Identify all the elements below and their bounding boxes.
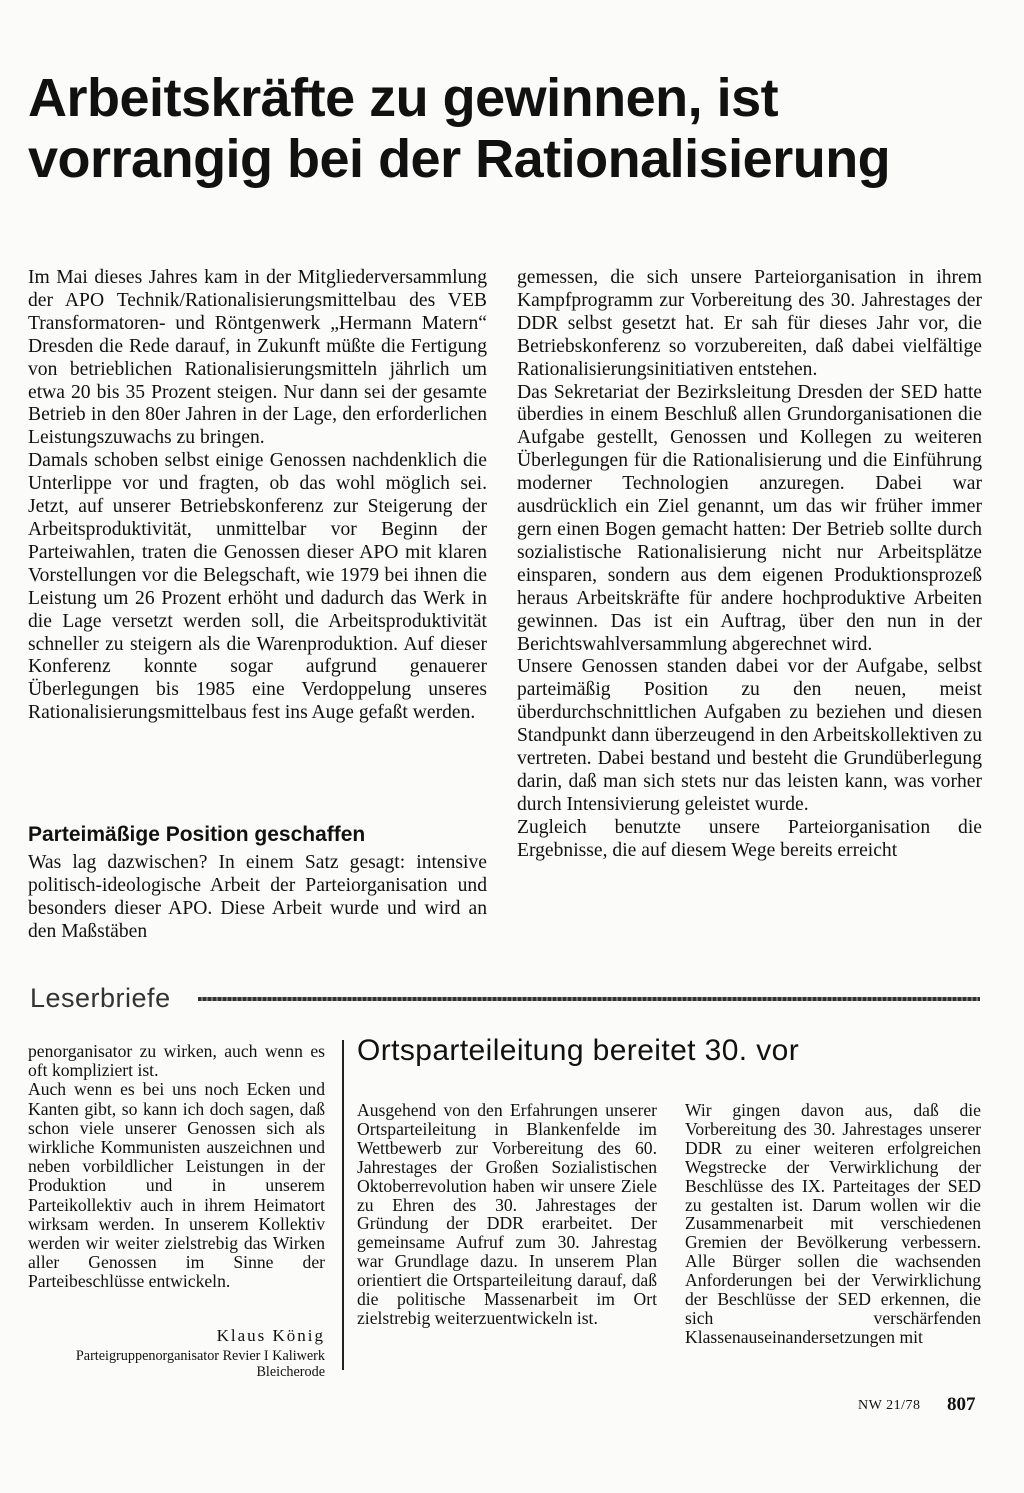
article-headline: Arbeitskräfte zu gewinnen, ist vorrangig bei der Rationalisierung	[28, 68, 891, 189]
article-column-2	[517, 267, 982, 863]
issue-label: NW 21/78	[858, 1398, 921, 1413]
article-paragraph: Das Sekretariat der Bezirksleitung Dresden der SED hatte überdies in einem Beschluß allen Grundorganisationen die Aufgabe gestellt, Genossen und Kollegen zu weiteren Überlegungen für die Rationalisierung und die Einführung moderner Technologien anzuregen. Dabei war ausdrücklich ein Ziel genannt, um das wir früher immer gern einen Bogen gemacht hatten: Der Betrieb sollte durch sozialistische Rationalisierung nicht nur Arbeitsplätze einsparen, sondern aus dem eigenen Produktionsprozeß heraus Arbeitskräfte für andere hochproduktive Arbeiten gewinnen. Das ist ein Auftrag, über den nun in der Berichtswahlversammlung abgerechnet wird.	[517, 381, 982, 655]
letter-paragraph: Auch wenn es bei uns noch Ecken und Kanten gibt, so kann ich doch sagen, daß schon viele unserer Genossen sich als wirkliche Kommunisten auszeichnen und neben vorbildlicher Leistungen in der Produktion und in unserem Parteikollektiv auch in ihrem Heimatort wirksam werden. In unserem Kollektiv werden wir weiter zielstrebig das Wirken aller Genossen im Sinne der Parteibeschlüsse entwickeln.	[28, 1079, 325, 1292]
letter-paragraph: penorganisator zu wirken, auch wenn es oft kompliziert ist.	[28, 1041, 325, 1081]
letter-signature-role: Parteigruppenorganisator Revier I Kaliwerk Bleicherode	[75, 1348, 325, 1380]
article-column-1	[28, 267, 487, 725]
article-column-1-continued	[28, 852, 487, 944]
article-paragraph: Unsere Genossen standen dabei vor der Aufgabe, selbst parteimäßig Position zu den neuen, meist überdurchschnittlichen Aufgaben zu beziehen und diesen Standpunkt dann überzeugend in den Arbeitskollektiven zu vertreten. Dabei bestand und besteht die Grundüberlegung darin, daß man sich stets nur das leisten kann, was vorher durch Intensivierung geleistet wurde.	[517, 656, 982, 815]
letter-column	[28, 1042, 325, 1292]
article-paragraph: Damals schoben selbst einige Genossen nachdenklich die Unterlippe vor und fragten, ob das wohl möglich sei. Jetzt, auf unserer Betriebskonferenz zur Steigerung der Arbeitsproduktivität, unmittelbar vor Beginn der Parteiwahlen, traten die Genossen dieser APO mit klaren Vorstellungen vor die Belegschaft, wie 1979 bei ihnen die Leistung um 26 Prozent erhöht und dadurch das Werk in die Lage versetzt werden soll, die Arbeitsproduktivität schneller zu steigern als die Warenproduktion. Auf dieser Konferenz konnte sogar aufgrund genauerer Überlegungen bis 1985 eine Verdoppelung unseres Rationalisierungsmittelbaus fest ins Auge gefaßt werden.	[28, 450, 487, 724]
ort-paragraph: Wir gingen davon aus, daß die Vorbereitung des 30. Jahrestages unserer DDR zu einer weiteren erfolgreichen Wegstrecke der Verwirklichung der Beschlüsse des IX. Parteitages der SED zu gestalten ist. Darum wollen wir die Zusammenarbeit mit verschiedenen Gremien der Bevölkerung verbessern. Alle Bürger sollen die wachsenden Anforderungen bei der Verwirklichung der Beschlüsse der SED erkennen, die sich verschärfenden Klassenauseinandersetzungen mit	[685, 1100, 981, 1347]
section-label-leserbriefe: Leserbriefe	[30, 983, 171, 1013]
section-divider	[198, 997, 980, 1001]
page-number: 807	[947, 1394, 976, 1415]
article-paragraph: Zugleich benutzte unsere Parteiorganisation die Ergebnisse, die auf diesem Wege bereits erreicht	[517, 816, 982, 861]
letter-signature: Klaus König	[216, 1326, 325, 1345]
article-subhead: Parteimäßige Position geschaffen	[28, 823, 366, 846]
article-paragraph: Was lag dazwischen? In einem Satz gesagt: intensive politisch-ideologische Arbeit der Parteiorganisation und besonders dieser APO. Diese Arbeit wurde und wird an den Maßstäben	[28, 852, 487, 942]
ort-column-2	[685, 1101, 981, 1347]
column-divider	[342, 1040, 344, 1370]
ort-column-1	[357, 1101, 657, 1328]
ort-headline: Ortsparteileitung bereitet 30. vor	[357, 1034, 800, 1067]
article-paragraph: Im Mai dieses Jahres kam in der Mitgliederversammlung der APO Technik/Rationalisierungsmittelbau des VEB Transformatoren- und Röntgenwerk „Hermann Matern“ Dresden die Rede darauf, in Zukunft müßte die Fertigung von betrieblichen Rationalisierungsmitteln jährlich um etwa 20 bis 35 Prozent steigen. Nur dann sei der gesamte Betrieb in den 80er Jahren in der Lage, den erforderlichen Leistungszuwachs zu bringen.	[28, 267, 487, 449]
article-paragraph: gemessen, die sich unsere Parteiorganisation in ihrem Kampfprogramm zur Vorbereitung des 30. Jahrestages der DDR selbst gesetzt hat. Er sah für dieses Jahr vor, die Betriebskonferenz so vorzubereiten, daß dabei vielfältige Rationalisierungsinitiativen entstehen.	[517, 267, 982, 380]
ort-paragraph: Ausgehend von den Erfahrungen unserer Ortsparteileitung in Blankenfelde im Wettbewerb zur Vorbereitung des 60. Jahrestages der Großen Sozialistischen Oktoberrevolution haben wir unsere Ziele zu Ehren des 30. Jahrestages der Gründung der DDR erarbeitet. Der gemeinsame Aufruf zum 30. Jahrestag war Grundlage dazu. In unserem Plan orientiert die Ortsparteileitung darauf, daß die politische Massenarbeit im Ort zielstrebig weiterzuentwickeln ist.	[357, 1100, 657, 1328]
